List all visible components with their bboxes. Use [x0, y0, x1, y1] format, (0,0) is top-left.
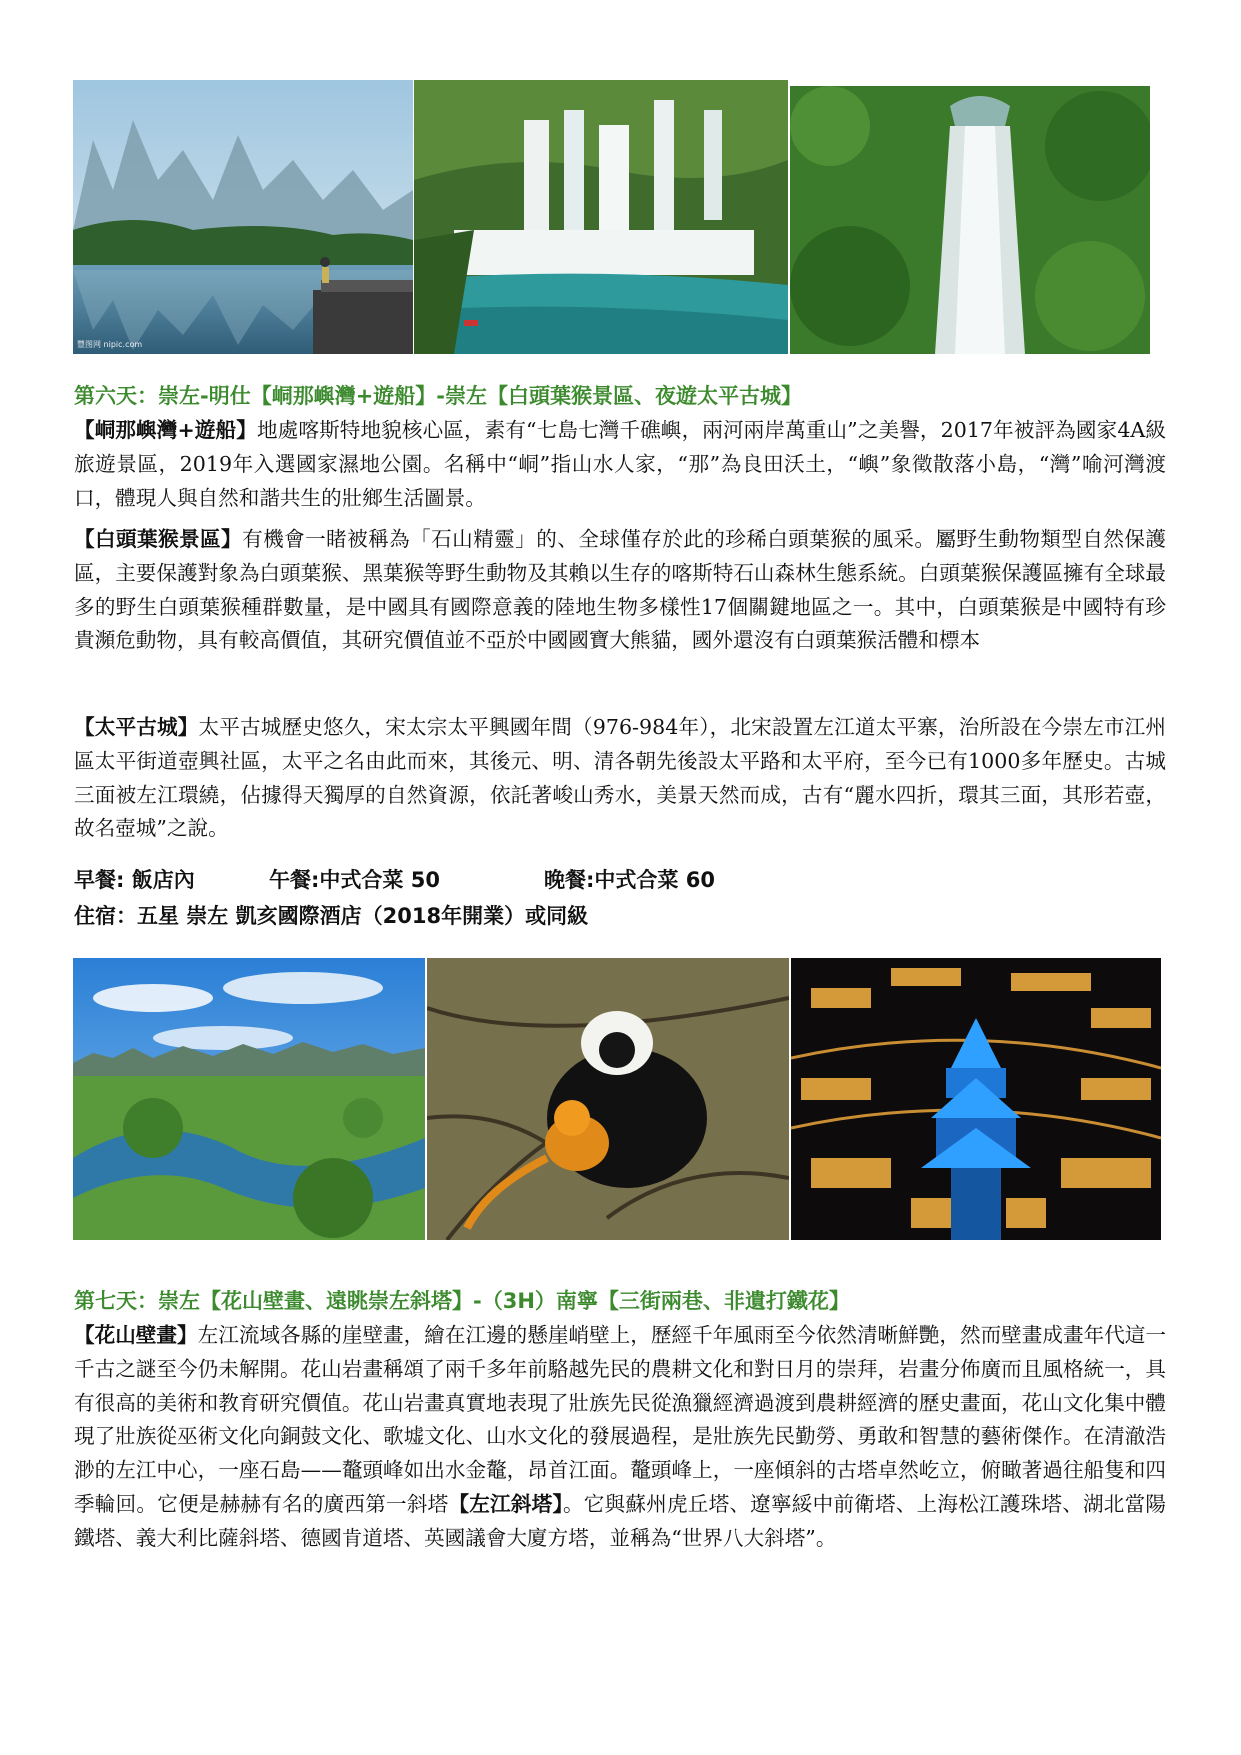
dinner-info: 晚餐:中式合菜 60: [544, 868, 715, 892]
section-text: 地處喀斯特地貌核心區，素有“七島七灣千礁嶼，兩河兩岸萬重山”之美譽，2017年被評為國家4A級旅遊景區，2019年入選國家濕地公園。名稱中“峒”指山水人家，“那”為良田沃土，“嶼”象徵散落小島，“灣”喻河灣渡口，體現人與自然和諧共生的壯鄉生活圖景。: [74, 418, 1167, 510]
day7-title: 第七天：崇左【花山壁畫、遠眺崇左斜塔】-（3H）南寧【三街兩巷、非遺打鐵花】: [74, 1289, 850, 1313]
photo-ancient-town-night: [791, 958, 1161, 1240]
section-heading: 【峒那嶼灣+遊船】: [74, 418, 257, 442]
lunch-info: 午餐:中式合菜 50: [269, 868, 440, 892]
photo-white-headed-langur: [427, 958, 789, 1240]
photo-waterfall-cascade: [414, 80, 788, 354]
day6-section-tongna: [74, 414, 1166, 515]
section-heading: 【太平古城】: [74, 715, 199, 739]
day7-section-huashan: [74, 1319, 1166, 1556]
photo-karst-lake-reflection: [73, 80, 413, 354]
section-text: 左江流域各縣的崖壁畫，繪在江邊的懸崖峭壁上，歷經千年風雨至今依然清晰鮮艷，然而壁畫成畫年代這一千古之謎至今仍未解開。花山岩畫稱頌了兩千多年前駱越先民的農耕文化和對日月的崇拜，岩畫分佈廣而且風格統一，具有很高的美術和教育研究價值。花山岩畫真實地表現了壯族先民從漁獵經濟過渡到農耕經濟的歷史畫面，花山文化集中體現了壯族從巫術文化向銅鼓文化、歌墟文化、山水文化的發展過程，是壯族先民勤勞、勇敢和智慧的藝術傑作。在清澈浩渺的左江中心，一座石島——鼇頭峰如出水金鼇，昂首江面。鼇頭峰上，一座傾斜的古塔卓然屹立，俯瞰著過往船隻和四季輪回。它便是赫赫有名的廣西第一斜塔: [74, 1323, 1166, 1516]
day6-section-taiping: [74, 711, 1166, 846]
section-text: 有機會一睹被稱為「石山精靈」的、全球僅存於此的珍稀白頭葉猴的風采。屬野生動物類型自然保護區，主要保護對象為白頭葉猴、黑葉猴等野生動物及其賴以生存的喀斯特石山森林生態系統。白頭葉猴保護區擁有全球最多的野生白頭葉猴種群數量，是中國具有國際意義的陸地生物多樣性17個關鍵地區之一。其中，白頭葉猴是中國特有珍貴瀕危動物，具有較高價值，其研究價值並不亞於中國國寶大熊貓，國外還沒有白頭葉猴活體和標本: [74, 527, 1167, 653]
section-highlight: 【左江斜塔】: [448, 1491, 563, 1516]
day6-section-langur: [74, 523, 1166, 658]
photo-aerial-waterfall: [790, 86, 1150, 354]
day6-hotel: 住宿：五星 崇左 凱亥國際酒店（2018年開業）或同級: [74, 904, 589, 928]
section-heading: 【花山壁畫】: [74, 1323, 198, 1347]
section-text-continued: 。它與蘇州虎丘塔、遼寧綏中前衛塔、上海松江護珠塔、湖北當陽鐵塔、義大利比薩斜塔、德國肯道塔、英國議會大廈方塔，並稱為“世界八大斜塔”。: [74, 1491, 1166, 1550]
breakfast-info: 早餐: 飯店內: [74, 868, 195, 892]
section-heading: 【白頭葉猴景區】: [74, 527, 243, 551]
photo-karst-river-landscape: [73, 958, 425, 1240]
photo-watermark: 豐图网 nipic.com: [77, 340, 143, 349]
day6-title: 第六天：崇左-明仕【峒那嶼灣+遊船】-崇左【白頭葉猴景區、夜遊太平古城】: [74, 384, 803, 408]
section-text: 太平古城歷史悠久，宋太宗太平興國年間（976-984年），北宋設置左江道太平寨，治所設在今崇左市江州區太平街道壺興社區，太平之名由此而來，其後元、明、清各朝先後設太平路和太平府，至今已有1000多年歷史。古城三面被左江環繞，佔據得天獨厚的自然資源，依託著峻山秀水，美景天然而成，古有“麗水四折，環其三面，其形若壺，故名壺城”之說。: [74, 715, 1166, 841]
day6-meals: [74, 864, 715, 894]
